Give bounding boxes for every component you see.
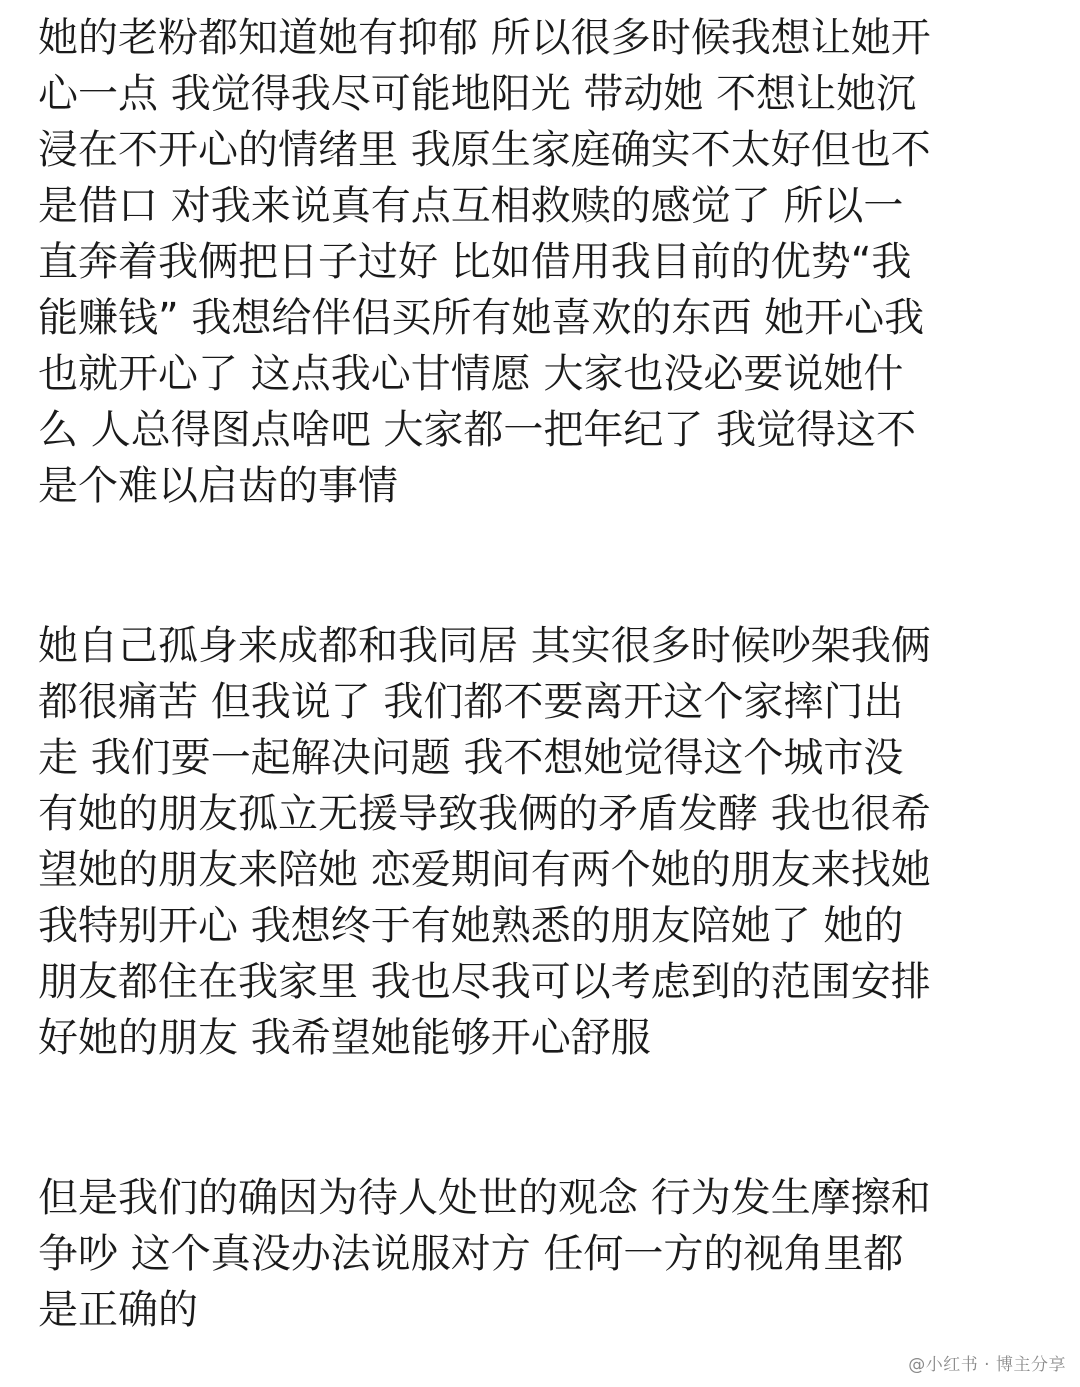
text-line: 直奔着我俩把日子过好 比如借用我目前的优势“我 <box>38 239 912 285</box>
text-line: 都很痛苦 但我说了 我们都不要离开这个家摔门出 <box>38 679 904 725</box>
text-line: 是正确的 <box>38 1287 198 1333</box>
paragraph-2 <box>38 618 1048 1066</box>
paragraph-1 <box>38 10 1048 514</box>
text-line: 争吵 这个真没办法说服对方 任何一方的视角里都 <box>38 1231 904 1277</box>
text-line: 浸在不开心的情绪里 我原生家庭确实不太好但也不 <box>38 127 931 173</box>
paragraph-3 <box>38 1170 1048 1338</box>
text-line: 她自己孤身来成都和我同居 其实很多时候吵架我俩 <box>38 623 931 669</box>
text-line: 望她的朋友来陪她 恋爱期间有两个她的朋友来找她 <box>38 847 931 893</box>
text-line: 是个难以启齿的事情 <box>38 463 398 509</box>
text-line: 走 我们要一起解决问题 我不想她觉得这个城市没 <box>38 735 904 781</box>
text-line: 也就开心了 这点我心甘情愿 大家也没必要说她什 <box>38 351 904 397</box>
text-line: 我特别开心 我想终于有她熟悉的朋友陪她了 她的 <box>38 903 904 949</box>
text-line: 好她的朋友 我希望她能够开心舒服 <box>38 1015 651 1061</box>
text-line: 是借口 对我来说真有点互相救赎的感觉了 所以一 <box>38 183 904 229</box>
text-line: 么 人总得图点啥吧 大家都一把年纪了 我觉得这不 <box>38 407 917 453</box>
watermark: @小红书 · 博主分享 <box>908 1355 1066 1375</box>
text-line: 但是我们的确因为待人处世的观念 行为发生摩擦和 <box>38 1175 931 1221</box>
text-line: 能赚钱” 我想给伴侣买所有她喜欢的东西 她开心我 <box>38 295 925 341</box>
text-line: 心一点 我觉得我尽可能地阳光 带动她 不想让她沉 <box>38 71 917 117</box>
text-line: 朋友都住在我家里 我也尽我可以考虑到的范围安排 <box>38 959 931 1005</box>
text-line: 她的老粉都知道她有抑郁 所以很多时候我想让她开 <box>38 15 931 61</box>
text-line: 有她的朋友孤立无援导致我俩的矛盾发酵 我也很希 <box>38 791 931 837</box>
